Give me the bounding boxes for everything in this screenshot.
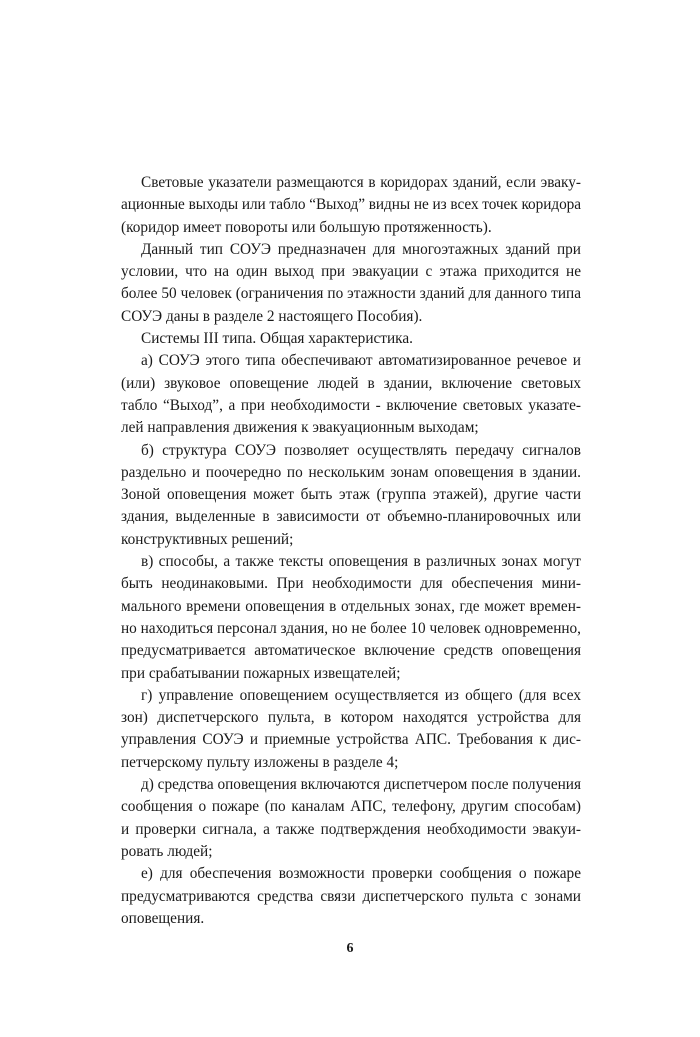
- text-line: и проверки сигнала, а также подтверждения необходимости эвакуи-: [121, 820, 581, 838]
- text-line: ационные выходы или табло “Выход” видны не из всех точек коридора: [121, 196, 581, 214]
- paragraph: [121, 172, 581, 239]
- paragraph: [121, 685, 581, 774]
- text-line: конструктивных решений;: [121, 530, 294, 548]
- text-line: Световые указатели размещаются в коридорах зданий, если эваку-: [141, 174, 581, 191]
- text-line: (коридор имеет повороты или большую протяженность).: [121, 218, 492, 236]
- section-heading-line: Системы III типа. Общая характеристика.: [141, 330, 413, 348]
- text-line: здания, выделенные в зависимости от объемно-планировочных или: [121, 508, 581, 526]
- text-line: а) СОУЭ этого типа обеспечивают автоматизированное речевое и: [141, 352, 581, 370]
- text-line: петчерскому пульту изложены в разделе 4;: [121, 753, 399, 771]
- text-line: предусматриваются средства связи диспетчерского пульта с зонами: [121, 887, 581, 905]
- text-line: (или) звуковое оповещение людей в здании, включение световых: [121, 374, 581, 392]
- text-line: ровать людей;: [121, 842, 213, 860]
- paragraph: [121, 774, 581, 863]
- text-line: но находиться персонал здания, но не более 10 человек одновременно,: [121, 619, 581, 637]
- page-number: 6: [346, 941, 354, 956]
- text-line: табло “Выход”, а при необходимости - включение световых указате-: [121, 396, 581, 414]
- paragraph: [121, 239, 581, 328]
- text-line: б) структура СОУЭ позволяет осуществлять передачу сигналов: [141, 441, 581, 459]
- paragraph: [121, 551, 581, 685]
- text-line: быть неодинаковыми. При необходимости для обеспечения мини-: [121, 575, 581, 593]
- text-line: оповещения.: [121, 909, 205, 927]
- text-line: Данный тип СОУЭ предназначен для многоэтажных зданий при: [141, 240, 581, 258]
- text-line: при срабатывании пожарных извещателей;: [121, 664, 401, 682]
- text-line: условии, что на один выход при эвакуации с этажа приходится не: [121, 263, 581, 281]
- text-line: сообщения о пожаре (по каналам АПС, телефону, другим способам): [121, 798, 581, 816]
- text-line: предусматривается автоматическое включение средств оповещения: [121, 642, 581, 660]
- paragraph: [121, 328, 581, 350]
- text-line: раздельно и поочередно по нескольким зонам оповещения в здании.: [121, 463, 581, 481]
- text-line: зон) диспетчерского пульта, в котором находятся устройства для: [121, 709, 581, 727]
- text-line: д) средства оповещения включаются диспетчером после получения: [141, 776, 581, 794]
- text-line: г) управление оповещением осуществляется из общего (для всех: [141, 686, 581, 704]
- body-text: [121, 172, 581, 930]
- text-line: СОУЭ даны в разделе 2 настоящего Пособия).: [121, 307, 423, 325]
- text-line: мального времени оповещения в отдельных зонах, где может времен-: [121, 597, 581, 615]
- paragraph: [121, 350, 581, 439]
- text-line: е) для обеспечения возможности проверки сообщения о пожаре: [141, 865, 581, 883]
- text-line: более 50 человек (ограничения по этажности зданий для данного типа: [121, 285, 581, 303]
- text-line: Зоной оповещения может быть этаж (группа этажей), другие части: [121, 486, 581, 504]
- paragraph: [121, 440, 581, 551]
- text-line: управления СОУЭ и приемные устройства АПС. Требования к дис-: [121, 731, 581, 749]
- text-line: лей направления движения к эвакуационным выходам;: [121, 419, 479, 437]
- paragraph: [121, 863, 581, 930]
- text-line: в) способы, а также тексты оповещения в различных зонах могут: [141, 553, 581, 571]
